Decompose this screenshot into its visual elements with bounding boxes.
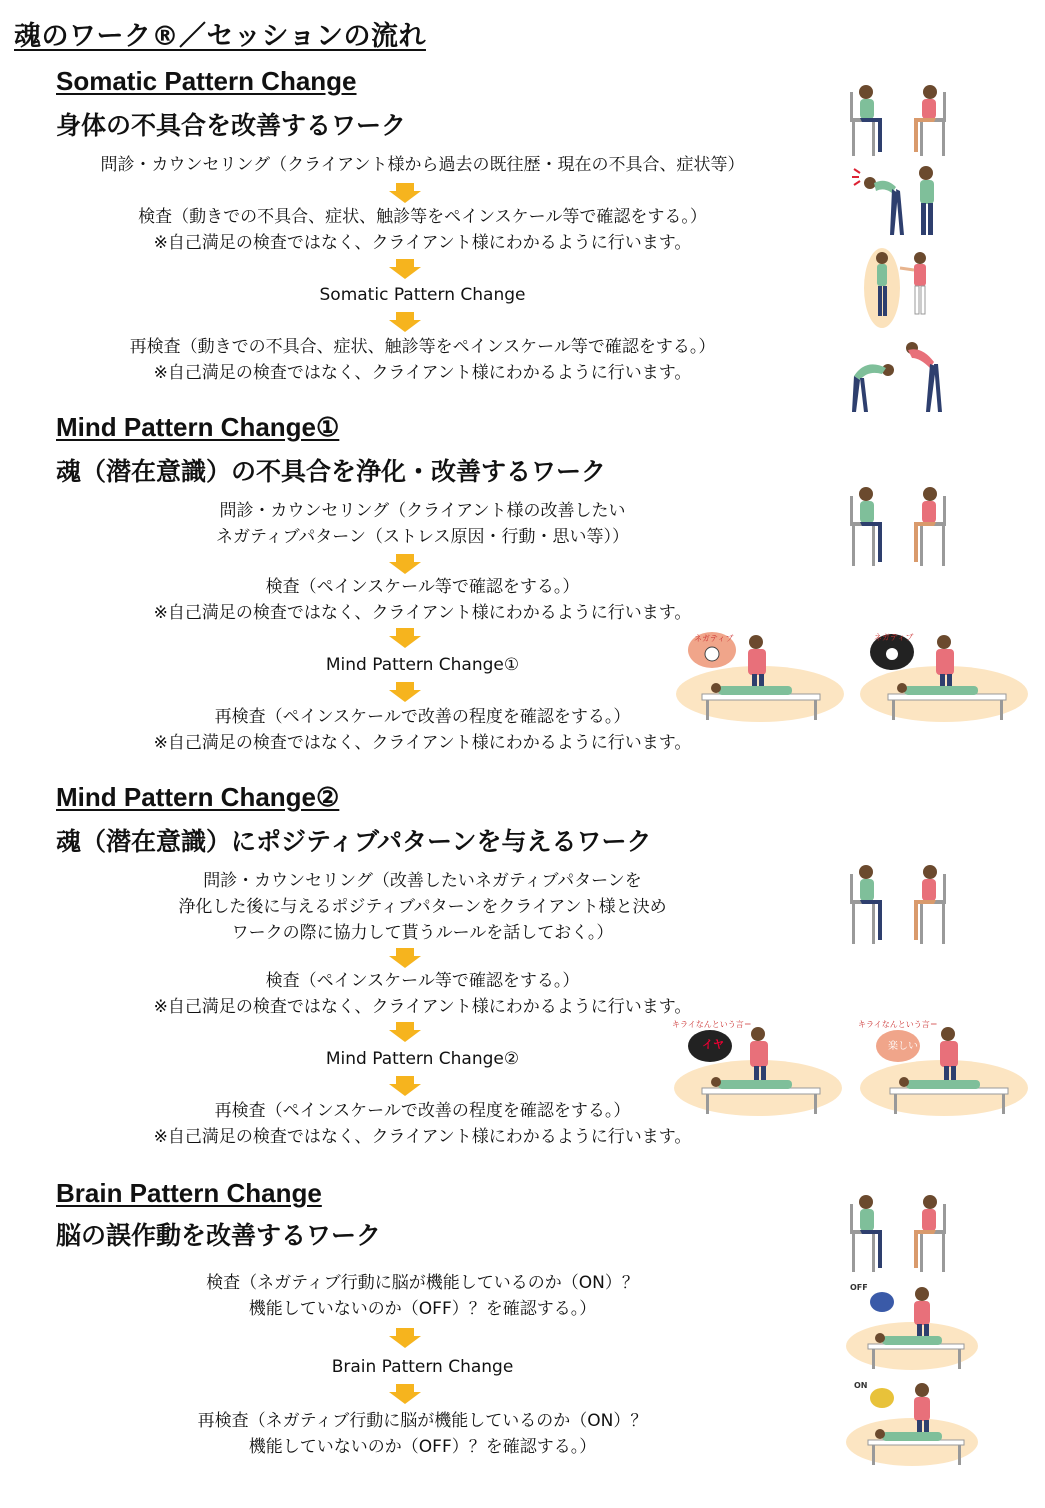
forward-bend-retest-illustration [846, 336, 946, 414]
mind1-step-retest: 再検査（ペインスケールで改善の程度を確認をする。） ※自己満足の検査ではなく、クライアント様にわかるように行います。 [153, 707, 692, 753]
section-brain-title-en: Brain Pattern Change [56, 1178, 322, 1208]
section-mind1-title-ja: 魂（潜在意識）の不具合を浄化・改善するワーク [56, 457, 607, 486]
treatment-table-dislike-illustration [672, 1018, 842, 1118]
forward-bend-test-illustration [846, 163, 946, 237]
section-mind2-title-ja: 魂（潜在意識）にポジティブパターンを与えるワーク [56, 827, 652, 856]
page-title: 魂のワーク®／セッションの流れ [14, 21, 426, 52]
somatic-step-test: 検査（動きでの不具合、症状、触診等をペインスケール等で確認をする。） ※自己満足の検査ではなく、クライアント様にわかるように行います。 [138, 207, 707, 253]
treatment-table-negative-illustration-2 [858, 628, 1036, 724]
bubble-label: ネガティブ [874, 633, 914, 642]
somatic-step-change: Somatic Pattern Change [319, 285, 526, 305]
counseling-illustration [848, 482, 948, 568]
treatment-table-positive-illustration [858, 1018, 1036, 1118]
treatment-table-brain-on-illustration [842, 1376, 982, 1470]
bubble-label: キライなんという言＝ [672, 1020, 752, 1029]
section-somatic-title-en: Somatic Pattern Change [56, 66, 357, 96]
mind2-step-test: 検査（ペインスケール等で確認をする。） ※自己満足の検査ではなく、クライアント様にわかるように行います。 [153, 971, 692, 1017]
mind1-step-test: 検査（ペインスケール等で確認をする。） ※自己満足の検査ではなく、クライアント様にわかるように行います。 [153, 577, 692, 623]
brain-step-retest: 再検査（ネガティブ行動に脳が機能しているのか（ON）？ 機能していないのか（OFF）？を確認する。） [197, 1411, 648, 1457]
energy-work-standing-illustration [858, 244, 938, 330]
bubble-label: OFF [850, 1283, 868, 1292]
bubble-label: ネガティブ [694, 634, 734, 643]
mind2-step-change: Mind Pattern Change② [325, 1049, 520, 1069]
somatic-step-interview: 問診・カウンセリング（クライアント様から過去の既往歴・現在の不具合、症状等） [100, 155, 745, 175]
bubble-label: キライなんという言＝ [858, 1020, 938, 1029]
treatment-table-brain-off-illustration [842, 1280, 982, 1374]
treatment-table-negative-illustration-1 [674, 628, 844, 724]
brain-step-change: Brain Pattern Change [331, 1357, 514, 1377]
brain-step-test: 検査（ネガティブ行動に脳が機能しているのか（ON）？ 機能していないのか（OFF）？を確認する。） [206, 1273, 639, 1319]
bubble-label: イヤ [702, 1038, 724, 1051]
mind2-step-interview: 問診・カウンセリング（改善したいネガティブパターンを 浄化した後に与えるポジティブパターンをクライアント様と決め ワークの際に協力して貰うルールを話しておく。） [178, 871, 667, 943]
counseling-illustration [848, 860, 948, 946]
section-mind1-title-en: Mind Pattern Change① [56, 412, 340, 442]
section-mind2-title-en: Mind Pattern Change② [56, 782, 340, 812]
section-brain-title-ja: 脳の誤作動を改善するワーク [56, 1221, 382, 1250]
somatic-step-retest: 再検査（動きでの不具合、症状、触診等をペインスケール等で確認をする。） ※自己満足の検査ではなく、クライアント様にわかるように行います。 [129, 337, 716, 383]
section-somatic-title-ja: 身体の不具合を改善するワーク [56, 111, 407, 140]
bubble-label: ON [854, 1381, 868, 1390]
counseling-illustration [848, 82, 948, 158]
mind2-step-retest: 再検査（ペインスケールで改善の程度を確認をする。） ※自己満足の検査ではなく、クライアント様にわかるように行います。 [153, 1101, 692, 1147]
mind1-step-interview: 問診・カウンセリング（クライアント様の改善したい ネガティブパターン（ストレス原因・行動・思い等）） [216, 501, 629, 547]
mind1-step-change: Mind Pattern Change① [325, 655, 520, 675]
bubble-label: 楽しい [888, 1041, 918, 1052]
counseling-illustration [848, 1190, 948, 1274]
